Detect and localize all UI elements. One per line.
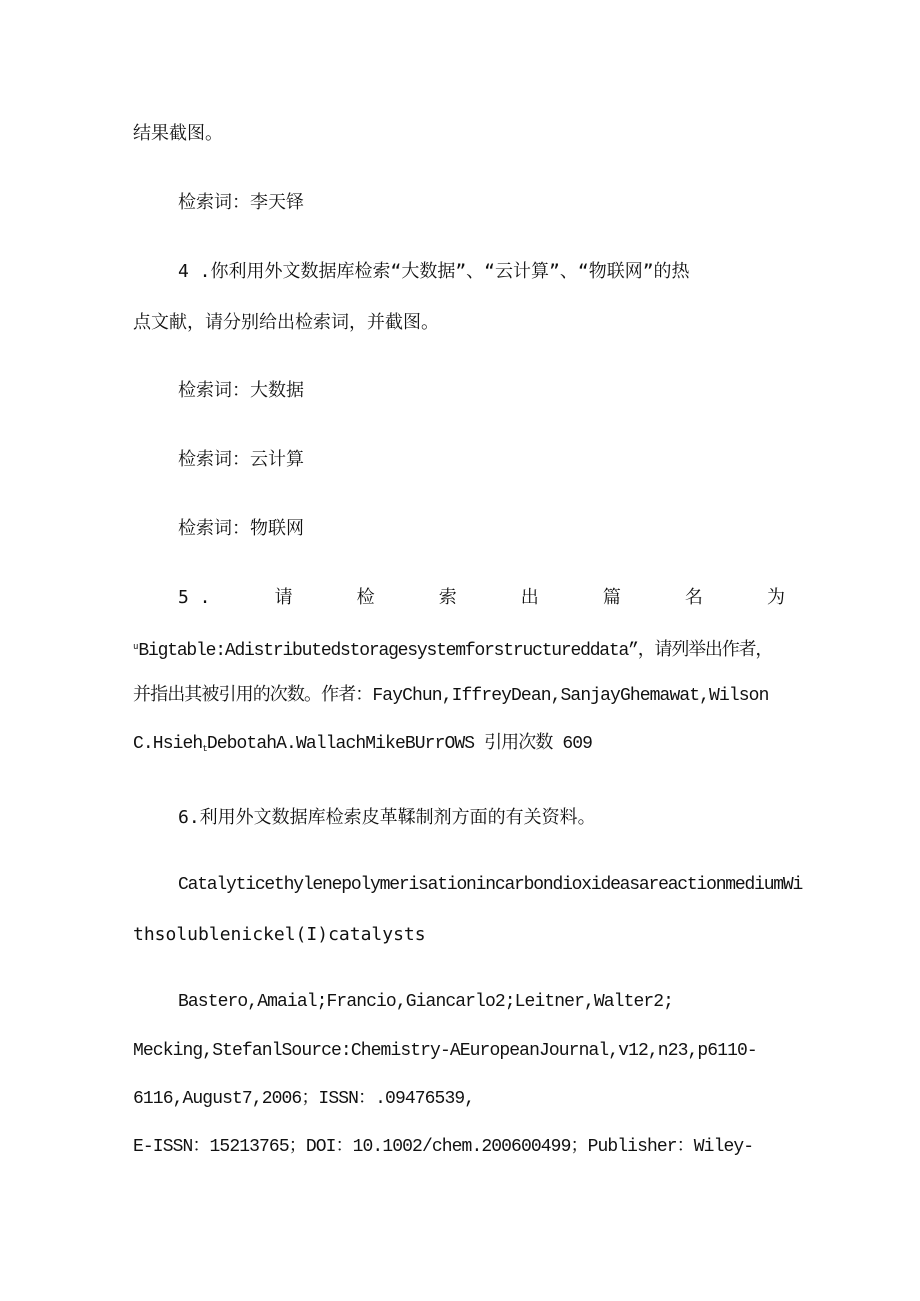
text-line: thsolublenickel(I)catalysts	[133, 924, 426, 945]
text-line: 结果截图。	[133, 123, 223, 144]
word: 篇	[602, 587, 621, 608]
word: 为	[766, 587, 785, 608]
text-line: 检索词：云计算	[178, 449, 304, 470]
word: 检	[356, 587, 375, 608]
text-line: Mecking,StefanlSource:Chemistry-AEuropeanJournal,v12,n23,p6110-	[133, 1041, 757, 1061]
text-line: 点文献，请分别给出检索词，并截图。	[133, 312, 439, 333]
text-line	[133, 732, 592, 761]
text-line: 6116,August7,2006；ISSN：.09476539,	[133, 1089, 475, 1109]
word: 5 .	[178, 587, 211, 608]
text-line: 检索词：物联网	[178, 518, 304, 539]
text-line: Bastero,Amaial;Francio,Giancarlo2;Leitner,Walter2;	[178, 992, 674, 1012]
text-run: Bigtable:Adistributedstoragesystemforstructureddata”，请列举出作者，	[138, 641, 773, 661]
text-line: 并指出其被引用的次数。作者：FayChun,IffreyDean,SanjayGhemawat,Wilson	[133, 686, 769, 706]
word: 出	[520, 587, 539, 608]
word: 请	[274, 587, 293, 608]
text-run: C.Hsieh	[133, 734, 203, 754]
quote-mark: u	[133, 642, 139, 652]
text-line: E-ISSN：15213765；DOI：10.1002/chem.200600499；Publisher：Wiley-	[133, 1137, 754, 1157]
text-line	[133, 635, 772, 663]
text-run: DebotahA.WallachMikeBUrrOWS 引用次数 609	[206, 734, 593, 754]
text-line: 检索词：大数据	[178, 380, 304, 401]
text-line: 6.利用外文数据库检索皮革鞣制剂方面的有关资料。	[178, 807, 596, 828]
justified-line	[178, 586, 785, 610]
subscript: t	[202, 744, 207, 754]
text-line: CatalyticethylenepolymerisationincarbondioxideasareactionmediumWi	[178, 875, 803, 895]
word: 索	[438, 587, 457, 608]
text-line: 检索词：李天铎	[178, 192, 304, 213]
text-line: 4 .你利用外文数据库检索“大数据”、“云计算”、“物联网”的热	[178, 261, 690, 282]
word: 名	[684, 587, 703, 608]
